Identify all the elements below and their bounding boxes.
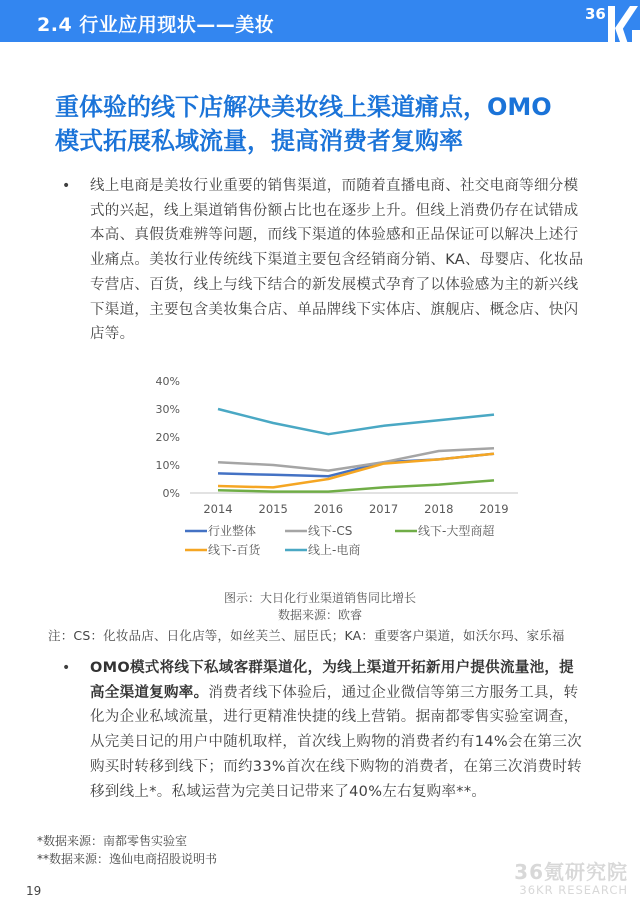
chart-title: 图示：大日化行业渠道销售同比增长 xyxy=(223,591,416,605)
legend-label: 线下-CS xyxy=(308,524,353,538)
page-number: 19 xyxy=(26,884,42,898)
bullet-2-line: 从完美日记的用户中随机取样，首次线上购物的消费者约有14%会在第三次 xyxy=(90,734,582,751)
bullet-2-line: 消费者线下体验后，通过企业微信等第三方服务工具，转 xyxy=(208,684,579,701)
bullet-2-bold-prefix: 高全渠道复购率。 xyxy=(90,684,209,701)
bullet-1-line: 业痛点。美妆行业传统线下渠道主要包含经销商分销、KA、母婴店、化妆品 xyxy=(90,252,584,269)
headline-line-1: 重体验的线下店解决美妆线上渠道痛点，OMO xyxy=(55,93,552,121)
bullet-marker: • xyxy=(62,660,71,676)
x-tick-label: 2019 xyxy=(479,502,509,516)
footnote-2: **数据来源：逸仙电商招股说明书 xyxy=(37,852,218,866)
legend-label: 线上-电商 xyxy=(308,543,361,557)
series-line xyxy=(218,409,494,434)
bullet-marker: • xyxy=(62,178,71,194)
bullet-1-line: 线上电商是美妆行业重要的销售渠道，而随着直播电商、社交电商等细分模 xyxy=(90,178,579,194)
legend-label: 线下-大型商超 xyxy=(418,524,495,538)
line-chart xyxy=(140,365,520,565)
watermark-line-2: 36KR RESEARCH xyxy=(519,883,628,897)
bullet-2-paragraph xyxy=(90,656,604,804)
bullet-1-line: 本高、真假货难辨等问题，而线下渠道的体验感和正品保证可以解决上述行 xyxy=(90,227,579,244)
watermark xyxy=(514,856,628,897)
chart-source: 数据来源：欧睿 xyxy=(277,608,362,622)
series-line xyxy=(218,448,494,470)
y-tick-label: 40% xyxy=(155,375,180,388)
chart-note: 注：CS：化妆品店、日化店等，如丝芙兰、屈臣氏；KA：重要客户渠道，如沃尔玛、家乐福 xyxy=(48,628,565,643)
svg-text:36: 36 xyxy=(585,5,606,23)
bullet-1-line: 店等。 xyxy=(90,326,135,343)
section-title: 2.4 行业应用现状——美妆 xyxy=(37,14,275,36)
bullet-1-line: 专营店、百货，线上与线下结合的新发展模式孕育了以体验感为主的新兴线 xyxy=(90,276,579,293)
bullet-2-line: 化为企业私域流量，进行更精准快捷的线上营销。据南都零售实验室调查， xyxy=(90,709,579,726)
header-bar xyxy=(0,0,640,42)
bullet-1-line: 下渠道，主要包含美妆集合店、单品牌线下实体店、旗舰店、概念店、快闪 xyxy=(90,301,579,318)
y-tick-label: 10% xyxy=(155,459,180,472)
bullet-1-paragraph xyxy=(90,174,604,347)
legend-label: 线下-百货 xyxy=(208,543,261,557)
36kr-logo-icon xyxy=(582,0,640,56)
y-tick-label: 30% xyxy=(155,403,180,416)
x-tick-label: 2018 xyxy=(424,502,454,516)
page-headline xyxy=(55,90,615,158)
chart-canvas xyxy=(140,365,520,565)
y-tick-label: 20% xyxy=(155,431,180,444)
x-tick-label: 2017 xyxy=(368,502,399,516)
bullet-2-bold-line: OMO模式将线下私域客群渠道化，为线上渠道开拓新用户提供流量池，提 xyxy=(90,660,574,676)
bullet-1-line: 式的兴起，线上渠道销售份额占比也在逐步上升。但线上消费仍存在试错成 xyxy=(90,202,579,219)
x-tick-label: 2016 xyxy=(313,502,344,516)
bullet-2-line: 购买时转移到线下；而约33%首次在线下购物的消费者，在第三次消费时转 xyxy=(90,758,582,775)
bullet-2-line: 移到线上*。私域运营为完美日记带来了40%左右复购率**。 xyxy=(90,783,487,800)
watermark-line-1: 36氪研究院 xyxy=(514,860,628,884)
y-tick-label: 0% xyxy=(162,487,180,500)
x-tick-label: 2015 xyxy=(258,502,288,516)
x-tick-label: 2014 xyxy=(203,502,233,516)
headline-line-2: 模式拓展私域流量，提高消费者复购率 xyxy=(55,127,463,155)
legend-label: 行业整体 xyxy=(208,524,257,538)
footnote-1: *数据来源：南都零售实验室 xyxy=(37,834,188,848)
